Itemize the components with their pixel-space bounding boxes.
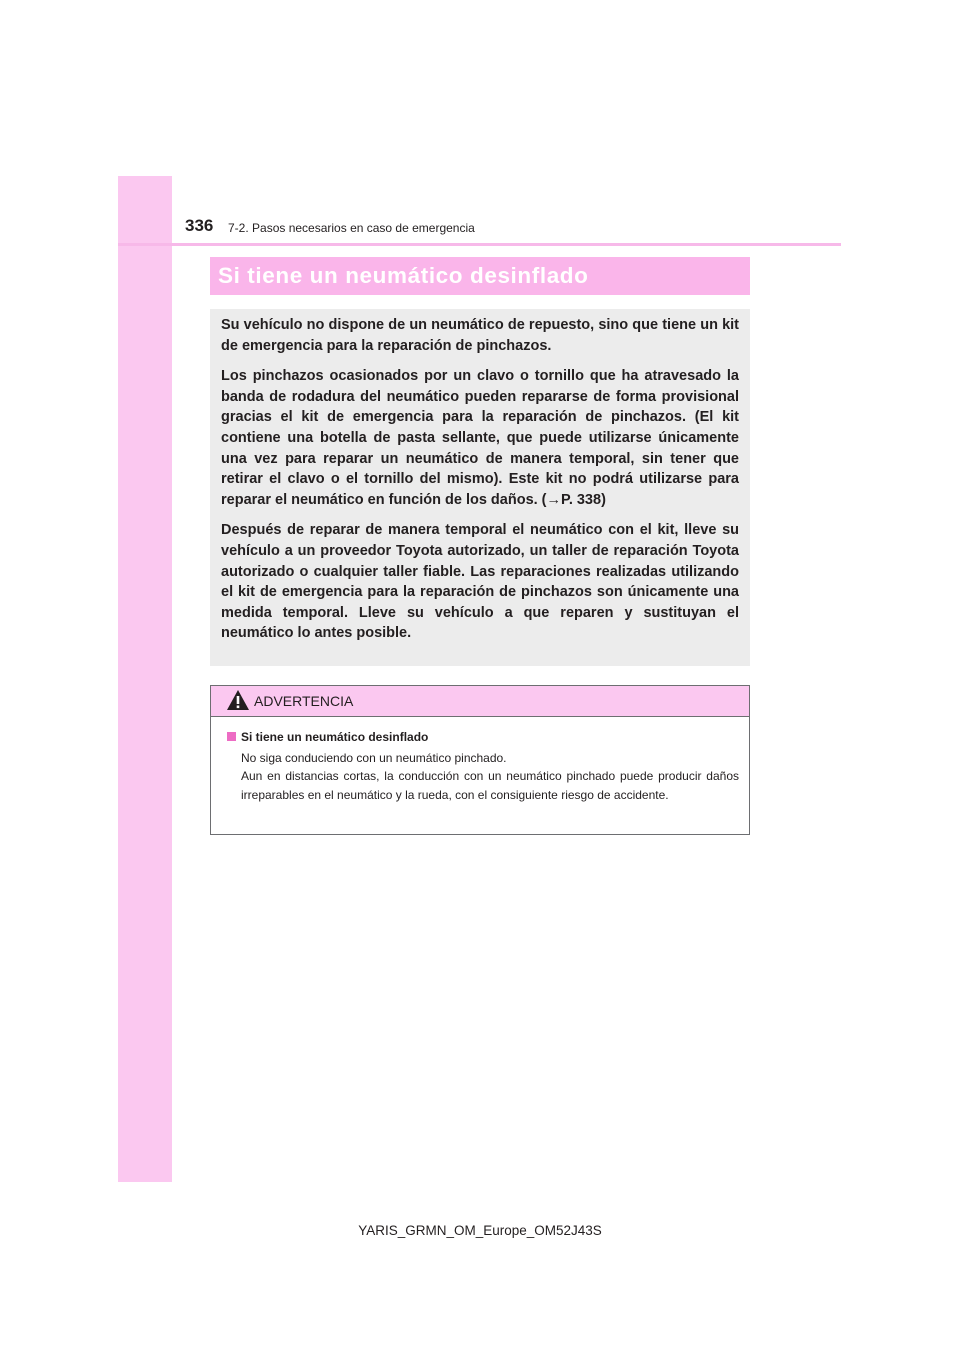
footer-code: YARIS_GRMN_OM_Europe_OM52J43S	[358, 1223, 602, 1238]
header-rule	[118, 243, 841, 246]
page-number: 336	[185, 216, 214, 235]
warning-text: No siga conduciendo con un neumático pinchado.	[241, 750, 507, 765]
side-tab-band	[118, 176, 172, 1182]
intro-paragraph: Su vehículo no dispone de un neumático de repuesto, sino que tiene un kit de emergencia para la reparación de pinchazos.	[221, 317, 739, 354]
warning-subheading	[227, 728, 739, 747]
square-bullet-icon	[227, 732, 236, 741]
warning-subheading-text: Si tiene un neumático desinflado	[241, 730, 429, 744]
warning-triangle-icon	[227, 690, 249, 715]
warning-box	[210, 685, 750, 835]
warning-text: Aun en distancias cortas, la conducción con un neumático pinchado puede producir daños irreparables en el neumático y la rueda, con el consiguiente riesgo de accidente.	[241, 769, 739, 802]
warning-header	[211, 686, 749, 717]
intro-paragraph: Después de reparar de manera temporal el neumático con el kit, lleve su vehículo a un proveedor Toyota autorizado, un taller de reparación Toyota autorizado o cualquier taller fiable. Las reparaciones realizadas utilizando el kit de emergencia para la reparación de pinchazos son únicamente una medida temporal. Lleve su vehículo a que reparen y sustituyan el neumático lo antes posible.	[221, 522, 739, 642]
section-title: Si tiene un neumático desinflado	[210, 257, 750, 295]
running-head: 7-2. Pasos necesarios en caso de emergencia	[228, 221, 475, 235]
warning-title: ADVERTENCIA	[254, 693, 354, 709]
intro-paragraph: Los pinchazos ocasionados por un clavo o tornillo que ha atravesado la banda de rodadura del neumático pueden repararse de forma provisional gracias el kit de emergencia para la reparación de pinchazos. (El kit contiene una botella de pasta sellante, que puede utilizarse únicamente una vez para reparar un neumático de manera temporal, sin tener que retirar el clavo o el tornillo del mismo). Este kit no podrá utilizarse para reparar el neumático en función de los daños. (→P. 338)	[221, 368, 739, 508]
intro-box	[210, 309, 750, 666]
warning-body	[211, 717, 749, 804]
